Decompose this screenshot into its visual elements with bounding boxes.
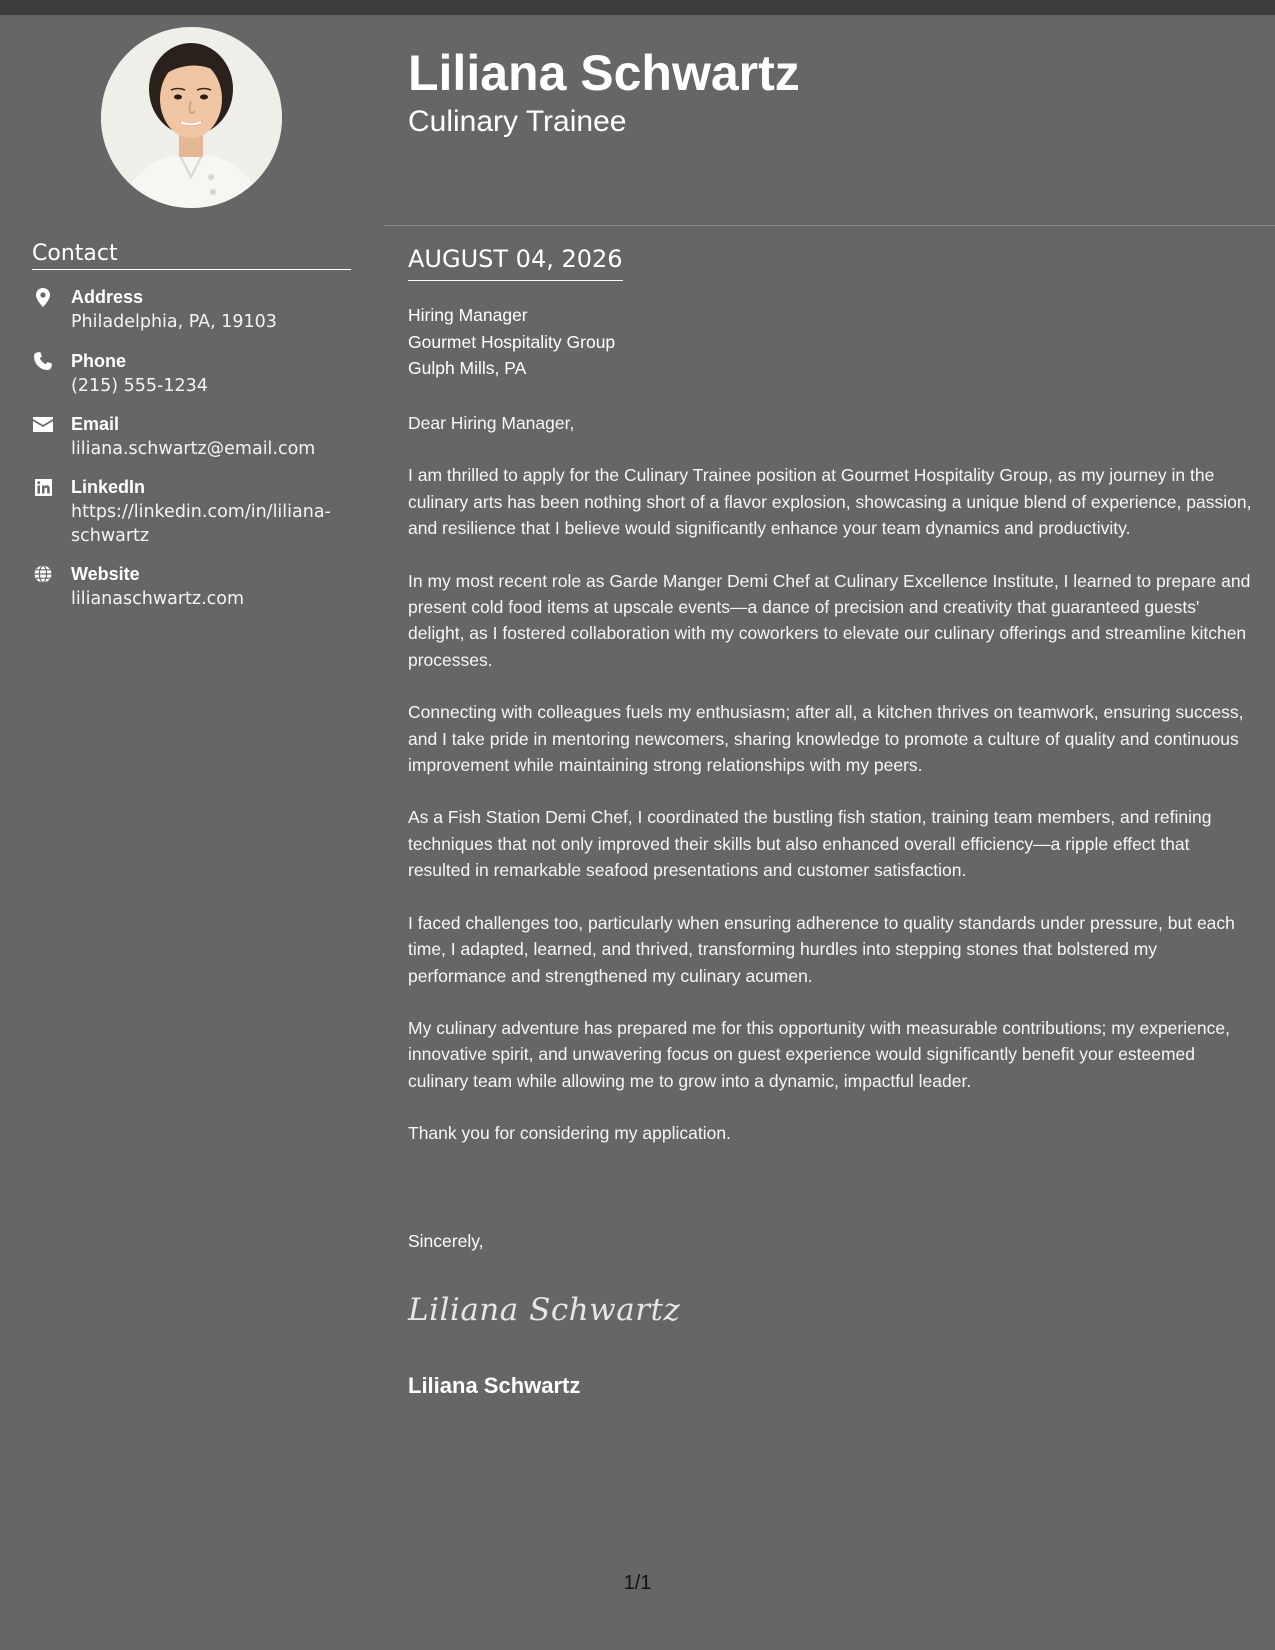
letter-paragraph: In my most recent role as Garde Manger Demi Chef at Culinary Excellence Institute, I learned to prepare and present cold food items at upscale events—a dance of precision and creativity that guaranteed guests' delight, as I fostered collaboration with my coworkers to elevate our culinary offerings and streamline kitchen processes.: [408, 570, 1251, 670]
letter-paragraph: I faced challenges too, particularly when ensuring adherence to quality standards under pressure, but each time, I adapted, learned, and thrived, transforming hurdles into stepping stones that bolstered my performance and strengthened my culinary acumen.: [408, 912, 1235, 986]
recipient-line: Gourmet Hospitality Group: [408, 331, 616, 352]
email-value[interactable]: liliana.schwartz@email.com: [71, 439, 316, 459]
letter-paragraph: I am thrilled to apply for the Culinary Trainee position at Gourmet Hospitality Group, as my journey in the culinary arts has been nothing short of a flavor explosion, showcasing a unique blend of experience, passion, and resilience that I believe would significantly enhance your team dynamics and productivity.: [408, 465, 1252, 539]
applicant-name: Liliana Schwartz: [408, 45, 800, 101]
website-label: Website: [71, 564, 140, 584]
signer-name: Liliana Schwartz: [408, 1373, 581, 1398]
contact-heading: Contact: [32, 240, 351, 270]
email-label: Email: [71, 414, 120, 434]
linkedin-label: LinkedIn: [71, 477, 146, 497]
closing: Sincerely,: [408, 1231, 484, 1251]
website-value[interactable]: lilianaschwartz.com: [71, 589, 245, 609]
phone-label: Phone: [71, 351, 127, 371]
recipient-block: [408, 302, 1248, 382]
address-value: Philadelphia, PA, 19103: [71, 312, 277, 332]
page-number: 1/1: [623, 1572, 652, 1594]
globe-icon: [32, 564, 54, 584]
letter-date: AUGUST 04, 2026: [408, 244, 623, 281]
letter-paragraph: Thank you for considering my application.: [408, 1123, 731, 1144]
profile-photo: [101, 27, 282, 208]
letter-paragraph: My culinary adventure has prepared me for this opportunity with measurable contributions; my experience, innovative spirit, and unwavering focus on guest experience would significantly benefit your esteemed culinary team while allowing me to grow into a dynamic, impactful leader.: [408, 1017, 1230, 1091]
letter-body: [408, 410, 1253, 1173]
linkedin-icon: [32, 477, 54, 497]
letter-paragraph: Connecting with colleagues fuels my enthusiasm; after all, a kitchen thrives on teamwork, ensuring success, and I take pride in mentoring newcomers, sharing knowledge to promote a culture of quality and continuous improvement while maintaining strong relationships with my peers.: [408, 702, 1244, 776]
salutation: Dear Hiring Manager,: [408, 413, 575, 433]
recipient-line: Hiring Manager: [408, 305, 528, 325]
map-pin-icon: [32, 287, 54, 307]
handwritten-signature: Liliana Schwartz: [408, 1292, 681, 1328]
linkedin-value[interactable]: https://linkedin.com/in/liliana-schwartz: [71, 502, 331, 546]
phone-icon: [32, 351, 54, 371]
top-bar: [0, 0, 1275, 15]
envelope-icon: [32, 414, 54, 434]
applicant-title: Culinary Trainee: [408, 105, 627, 138]
recipient-line: Gulph Mills, PA: [408, 358, 527, 378]
phone-value: (215) 555-1234: [71, 376, 208, 396]
address-label: Address: [71, 287, 144, 307]
letter-paragraph: As a Fish Station Demi Chef, I coordinated the bustling fish station, training team members, and refining techniques that not only improved their skills but also enhanced overall efficiency—a ripple effect that resulted in remarkable seafood presentations and customer satisfaction.: [408, 807, 1212, 881]
header-divider: [384, 225, 1275, 226]
